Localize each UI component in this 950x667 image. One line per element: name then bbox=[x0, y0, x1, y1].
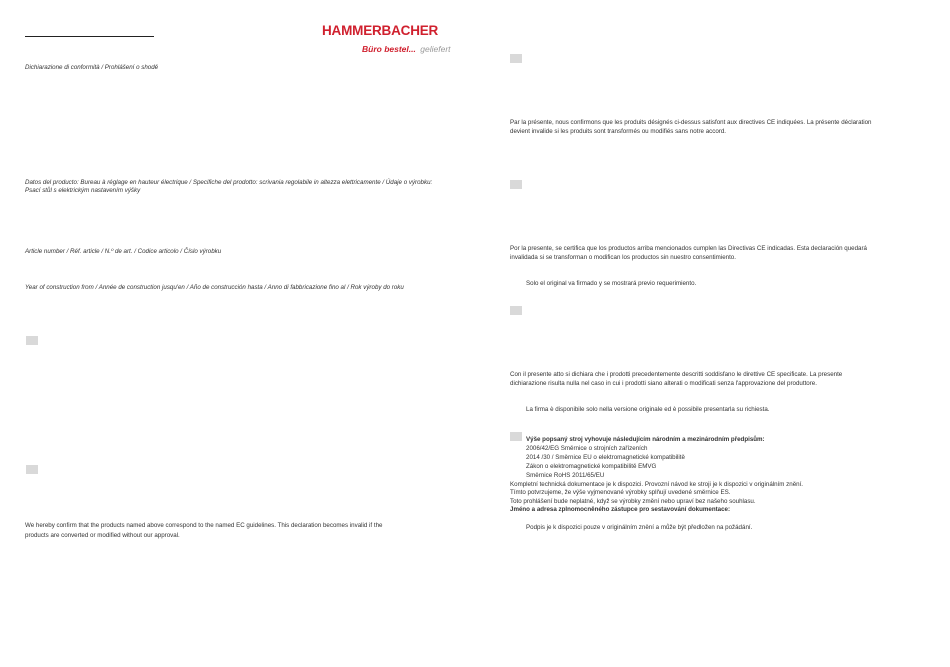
french-confirmation-line2: devient invalide si les produits sont transformés ou modifiés sans notre accord. bbox=[510, 128, 726, 135]
declaration-title: Dichiarazione di conformità / Prohlášení o shodě bbox=[25, 64, 159, 71]
logo-tagline-part1: Büro bestel... bbox=[362, 44, 416, 54]
logo-brand: HAMMERBACHER bbox=[322, 23, 439, 38]
czech-item: 2006/42/EG Směrnice o strojních zařízeních bbox=[526, 445, 648, 452]
english-confirmation-line2: products are converted or modified without our approval. bbox=[25, 532, 180, 539]
checkbox-placeholder bbox=[26, 336, 38, 345]
signature-line-top bbox=[25, 36, 154, 37]
czech-signature-note: Podpis je k dispozici pouze v originálním znění a může být předložen na požádání. bbox=[526, 524, 753, 531]
czech-confirmation-line: Tímto potvrzujeme, že výše vyjmenované výrobky splňují uvedené směrnice ES. bbox=[510, 489, 731, 496]
czech-item: 2014 /30 / Směrnice EU o elektromagnetické kompatibilitě bbox=[526, 454, 685, 461]
spanish-confirmation-line2: invalidada si se transforman o modifican los productos sin nuestro consentimiento. bbox=[510, 254, 736, 261]
product-data-line1: Datos del producto: Bureau à réglage en hauteur électrique / Specifiche del prodotto: scrivania regolabile in altezza elettricamente / Údaje o výrobku: bbox=[25, 179, 433, 186]
checkbox-placeholder bbox=[510, 54, 522, 63]
czech-representative-heading: Jméno a adresa zplnomocněného zástupce pro sestavování dokumentace: bbox=[510, 506, 731, 513]
czech-invalidity-line: Toto prohlášení bude neplatné, když se výrobky změní nebo upraví bez našeho souhlasu. bbox=[510, 498, 756, 505]
czech-documentation-line: Kompletní technická dokumentace je k dispozici. Provozní návod ke stroji je k dispozici v originálním znění. bbox=[510, 481, 804, 488]
product-data-line2: Psací stůl s elektrickým nastavením výšky bbox=[25, 187, 141, 194]
italian-signature-note: La firma è disponibile solo nella versione originale ed è possibile presentarla su richiesta. bbox=[526, 406, 770, 413]
checkbox-placeholder bbox=[26, 465, 38, 474]
logo-tagline-part2: geliefert bbox=[420, 44, 451, 54]
italian-confirmation-line1: Con il presente atto si dichiara che i prodotti precedentemente descritti soddisfano le direttive CE specificate. La presente bbox=[510, 371, 843, 378]
italian-confirmation-line2: dichiarazione risulta nulla nel caso in cui i prodotti siano alterati o modificati senza l'approvazione del produttore. bbox=[510, 380, 817, 387]
checkbox-placeholder bbox=[510, 306, 522, 315]
spanish-signature-note: Solo el original va firmado y se mostrará previo requerimiento. bbox=[526, 280, 697, 287]
czech-item: Směrnice RoHS 2011/65/EU bbox=[526, 472, 605, 479]
czech-item: Zákon o elektromagnetické kompatibilitě EMVG bbox=[526, 463, 657, 470]
czech-heading: Výše popsaný stroj vyhovuje následujícím národním a mezinárodním předpisům: bbox=[526, 436, 765, 443]
year-of-construction-label: Year of construction from / Année de construction jusqu'en / Año de construcción hasta / Anno di fabbricazione fino al / Rok výroby do roku bbox=[25, 284, 404, 291]
article-number-label: Article number / Réf. article / N.º de art. / Codice articolo / Číslo výrobku bbox=[25, 248, 222, 255]
spanish-confirmation-line1: Por la presente, se certifica que los productos arriba mencionados cumplen las Directivas CE indicadas. Esta declaración quedará bbox=[510, 245, 867, 252]
checkbox-placeholder bbox=[510, 432, 522, 441]
english-confirmation-line1: We hereby confirm that the products named above correspond to the named EC guidelines. This declaration becomes invalid if the bbox=[25, 522, 383, 529]
hammerbacher-logo bbox=[322, 23, 451, 54]
checkbox-placeholder bbox=[510, 180, 522, 189]
french-confirmation-line1: Par la présente, nous confirmons que les produits désignés ci-dessus satisfont aux directives CE indiquées. La présente déclaration bbox=[510, 119, 872, 126]
